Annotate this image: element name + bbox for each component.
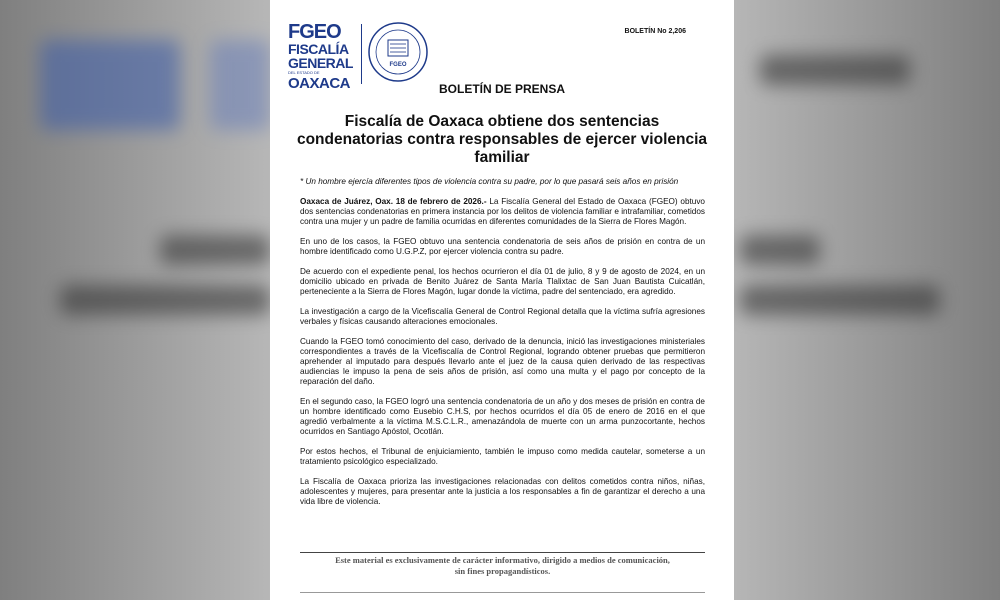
paragraph: En el segundo caso, la FGEO logró una sentencia condenatoria de un año y dos meses de prisión en contra de un hombre identificado como Eusebio C.H.S, por hechos ocurridos el día 05 de enero de 2016 en el que agredió verbalmente a la víctima M.S.C.L.R., amenazándola de muerte con un arma punzocortante, hechos ocurridos en Santiago Apóstol, Ocotlán. [300, 397, 705, 436]
paragraph: Por estos hechos, el Tribunal de enjuiciamiento, también le impuso como medida cautelar, someterse a un tratamiento psicológico especializado. [300, 447, 705, 466]
paragraph-text: La Fiscalía General del Estado de Oaxaca (FGEO) obtuvo dos sentencias condenatorias en primera instancia por los delitos de violencia familiar e intrafamiliar, cometidos contra una mujer y un padre de familia ocurridas en diferentes comunidades de la Sierra de Flores Magón. [300, 197, 705, 226]
fgeo-seal-icon [368, 22, 428, 82]
seal-label: FGEO [389, 62, 407, 68]
press-release-page [270, 0, 734, 600]
bulletin-number: BOLETÍN No 2,206 [624, 28, 686, 35]
paragraph: La investigación a cargo de la Vicefiscalía General de Control Regional detalla que la víctima sufría agresiones verbales y físicas causando alteraciones emocionales. [300, 307, 705, 326]
paragraph: La Fiscalía de Oaxaca prioriza las investigaciones relacionadas con delitos cometidos contra niños, niñas, adolescentes y mujeres, para presentar ante la justicia a los responsables a fin de garantizar el derecho a una vida libre de violencia. [300, 477, 705, 506]
fgeo-logo: FGEO FISCALÍA GENERAL DEL ESTADO DE OAXACA [288, 21, 353, 92]
paragraph: En uno de los casos, la FGEO obtuvo una sentencia condenatoria de seis años de prisión en contra de un hombre identificado como U.G.P.Z, por ejercer violencia contra su padre. [300, 237, 705, 256]
paragraph: Cuando la FGEO tomó conocimiento del caso, derivado de la denuncia, inició las investigaciones ministeriales correspondientes a través de la Vicefiscalía de Control Regional, logrando obtener pruebas que permitieron aprehender al imputado para después llevarlo ante el juez de la causa quien derivado de las respectivas audiencias le impuso la pena de seis años de prisión, así como una multa y el pago por concepto de la reparación del daño. [300, 337, 705, 386]
paragraph [300, 197, 705, 227]
logo-divider [361, 24, 362, 84]
footer-divider [300, 592, 705, 593]
footer-line: sin fines propagandísticos. [454, 566, 551, 576]
article-body [300, 197, 705, 517]
footer-line: Este material es exclusivamente de carácter informativo, dirigido a medios de comunicación, [335, 555, 670, 565]
footer-disclaimer [300, 555, 705, 577]
headline: Fiscalía de Oaxaca obtiene dos sentencias condenatorias contra responsables de ejercer violencia familiar [296, 113, 708, 166]
paragraph: De acuerdo con el expediente penal, los hechos ocurrieron el día 01 de julio, 8 y 9 de agosto de 2024, en un domicilio ubicado en privada de Benito Juárez de Santa María Tlalixtac de San Juan Bautista Cuicatlán, perteneciente a la Sierra de Flores Magón, lugar donde la víctima, padre del sentenciado, era agredido. [300, 267, 705, 296]
dateline: Oaxaca de Juárez, Oax. 18 de febrero de 2026.- [300, 197, 487, 206]
summary-bullet: * Un hombre ejercía diferentes tipos de violencia contra su padre, por lo que pasará seis años en prisión [300, 177, 679, 186]
press-title: BOLETÍN DE PRENSA [438, 82, 565, 96]
footer-divider [300, 552, 705, 553]
